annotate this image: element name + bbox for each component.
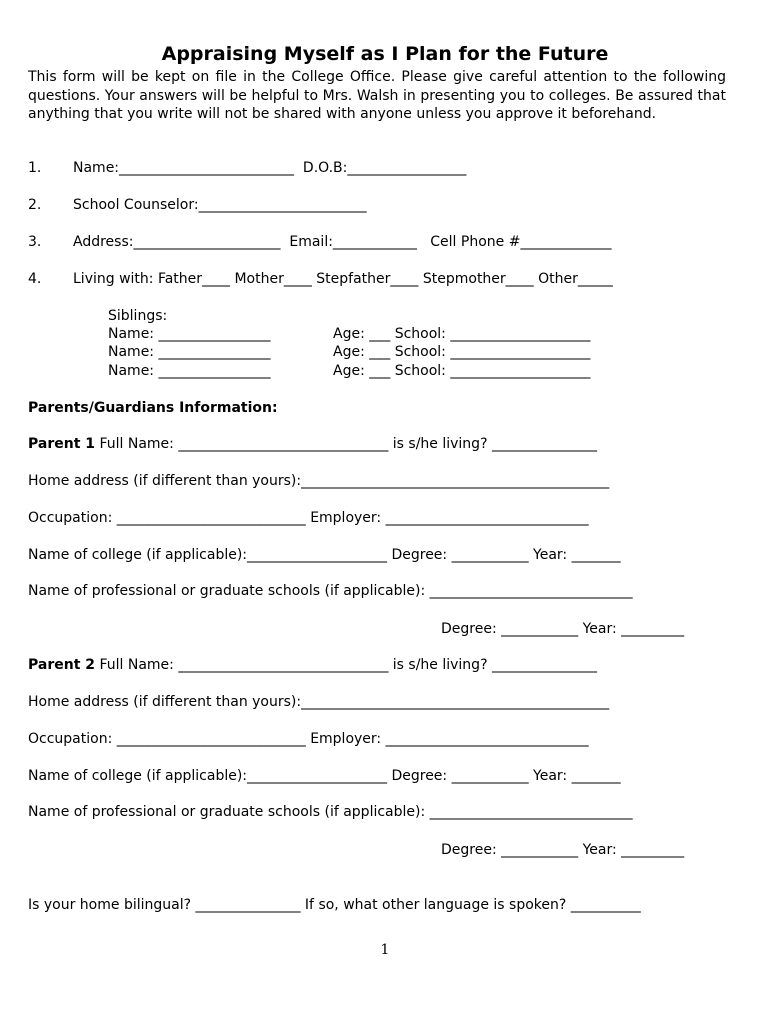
item-number: 4. bbox=[28, 271, 42, 287]
parent2-occupation-line[interactable]: Occupation: ___________________________ Employer: _____________________________ bbox=[28, 731, 589, 747]
parent1-home-address-line[interactable]: Home address (if different than yours):____________________________________________ bbox=[28, 473, 610, 489]
item-number: 3. bbox=[28, 234, 42, 250]
intro-paragraph: This form will be kept on file in the College Office. Please give careful attention to the following questions. Your answers will be helpful to Mrs. Walsh in presenting you to colleges. Be assured that anything that you write will not be shared with anyone unless you approve it beforehand. bbox=[28, 69, 726, 122]
parent1-full-name-field[interactable]: Full Name: ______________________________ is s/he living? _______________ bbox=[95, 436, 597, 452]
school-counselor-line[interactable]: School Counselor:________________________ bbox=[73, 197, 367, 213]
parent2-label: Parent 2 bbox=[28, 657, 96, 673]
sibling-age-school-field[interactable]: Age: ___ School: ____________________ bbox=[333, 363, 591, 379]
siblings-heading: Siblings: bbox=[108, 308, 168, 324]
parent1-grad-school-line[interactable]: Name of professional or graduate schools (if applicable): _____________________________ bbox=[28, 583, 633, 599]
living-with-line[interactable]: Living with: Father____ Mother____ Stepfather____ Stepmother____ Other_____ bbox=[73, 271, 613, 287]
parent2-full-name-field[interactable]: Full Name: ______________________________ is s/he living? _______________ bbox=[95, 657, 597, 673]
sibling-name-field[interactable]: Name: ________________ bbox=[108, 326, 271, 342]
sibling-age-school-field[interactable]: Age: ___ School: ____________________ bbox=[333, 344, 591, 360]
parent1-occupation-line[interactable]: Occupation: ___________________________ Employer: _____________________________ bbox=[28, 510, 589, 526]
item-number: 2. bbox=[28, 197, 42, 213]
parent1-college-line[interactable]: Name of college (if applicable):____________________ Degree: ___________ Year: _______ bbox=[28, 547, 621, 563]
parent2-college-line[interactable]: Name of college (if applicable):____________________ Degree: ___________ Year: _______ bbox=[28, 768, 621, 784]
sibling-name-field[interactable]: Name: ________________ bbox=[108, 344, 271, 360]
parent1-full-name-line[interactable] bbox=[28, 435, 597, 453]
address-email-phone-line[interactable]: Address:_____________________ Email:____________ Cell Phone #_____________ bbox=[73, 234, 612, 250]
page-number: 1 bbox=[380, 942, 390, 958]
parent1-grad-degree-line[interactable]: Degree: ___________ Year: _________ bbox=[441, 621, 685, 637]
bilingual-line[interactable]: Is your home bilingual? _______________ If so, what other language is spoken? __________ bbox=[28, 897, 641, 913]
item-number: 1. bbox=[28, 160, 42, 176]
parent2-grad-school-line[interactable]: Name of professional or graduate schools (if applicable): _____________________________ bbox=[28, 804, 633, 820]
parent2-full-name-line[interactable] bbox=[28, 656, 597, 674]
parent2-home-address-line[interactable]: Home address (if different than yours):____________________________________________ bbox=[28, 694, 610, 710]
parent1-label: Parent 1 bbox=[28, 436, 96, 452]
form-title: Appraising Myself as I Plan for the Future bbox=[161, 43, 609, 65]
name-dob-line[interactable]: Name:_________________________ D.O.B:_________________ bbox=[73, 160, 467, 176]
sibling-name-field[interactable]: Name: ________________ bbox=[108, 363, 271, 379]
parent2-grad-degree-line[interactable]: Degree: ___________ Year: _________ bbox=[441, 842, 685, 858]
sibling-age-school-field[interactable]: Age: ___ School: ____________________ bbox=[333, 326, 591, 342]
parents-section-heading: Parents/Guardians Information: bbox=[28, 400, 278, 416]
